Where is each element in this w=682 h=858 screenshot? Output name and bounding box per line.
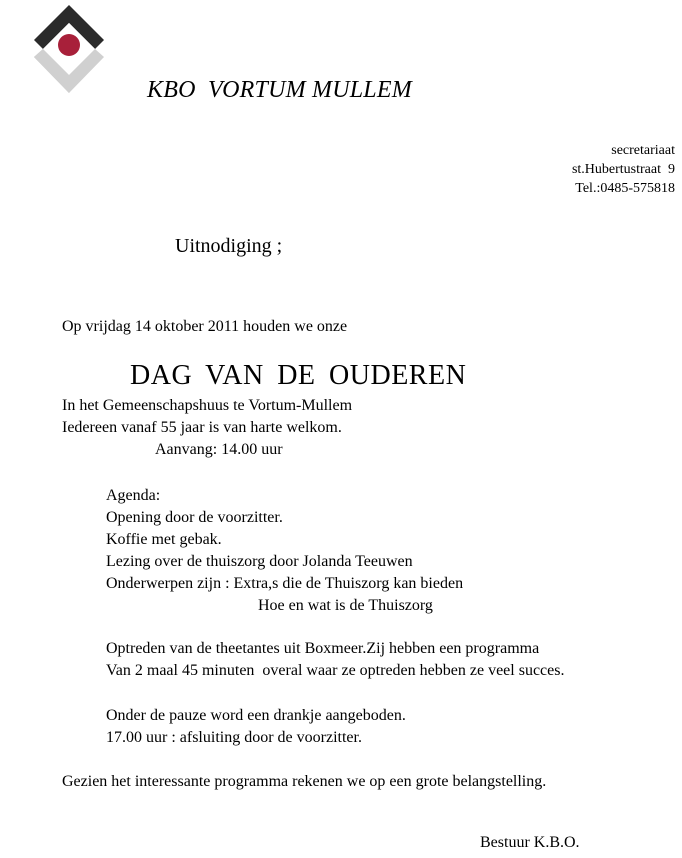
agenda-item: Onderwerpen zijn : Extra,s die de Thuiszorg kan bieden xyxy=(106,575,464,592)
location-line: In het Gemeenschapshuus te Vortum-Mullem xyxy=(62,397,353,414)
agenda-item: Hoe en wat is de Thuiszorg xyxy=(258,597,433,614)
address-phone: Tel.:0485-575818 xyxy=(575,181,675,196)
organization-name: KBO VORTUM MULLEM xyxy=(147,77,412,103)
agenda-title: Agenda: xyxy=(106,487,161,504)
agenda-item: Lezing over de thuiszorg door Jolanda Teeuwen xyxy=(106,553,413,570)
welcome-line: Iedereen vanaf 55 jaar is van harte welkom. xyxy=(62,419,342,436)
performance-line: Van 2 maal 45 minuten overal waar ze optreden hebben ze veel succes. xyxy=(106,662,565,679)
invitation-heading: Uitnodiging ; xyxy=(175,235,283,257)
closing-line: Onder de pauze word een drankje aangeboden. xyxy=(106,707,406,724)
agenda-item: Opening door de voorzitter. xyxy=(106,509,283,526)
address-secretariat: secretariaat xyxy=(611,143,675,158)
final-line: Gezien het interessante programma rekenen we op een grote belangstelling. xyxy=(62,773,547,790)
agenda-item: Koffie met gebak. xyxy=(106,531,222,548)
kbo-logo xyxy=(34,5,104,93)
event-headline: DAG VAN DE OUDEREN xyxy=(130,360,467,391)
address-street: st.Hubertustraat 9 xyxy=(571,162,675,177)
closing-line: 17.00 uur : afsluiting door de voorzitter. xyxy=(106,729,362,746)
intro-line: Op vrijdag 14 oktober 2011 houden we onze xyxy=(62,318,348,335)
logo-red-dot xyxy=(58,34,80,56)
start-time: Aanvang: 14.00 uur xyxy=(155,441,283,458)
performance-line: Optreden van de theetantes uit Boxmeer.Zij hebben een programma xyxy=(106,640,540,657)
signature: Bestuur K.B.O. xyxy=(480,834,580,851)
